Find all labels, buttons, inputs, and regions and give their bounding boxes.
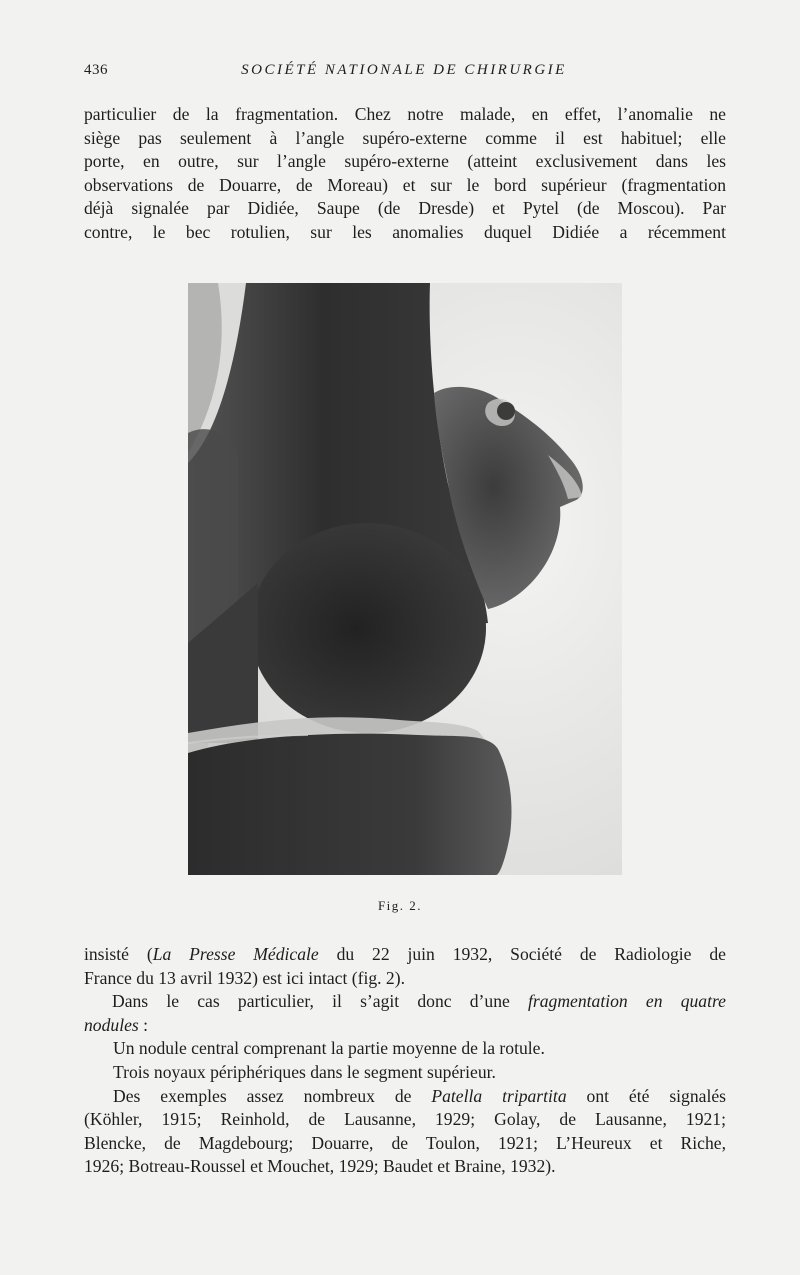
knee-radiograph-figure (188, 283, 622, 875)
text-line: déjà signalée par Didiée, Saupe (de Dresde) et Pytel (de Moscou). Par (84, 198, 726, 219)
figure-caption: Fig. 2. (377, 898, 423, 913)
text-line: nodules : (84, 1014, 149, 1035)
text-line: observations de Douarre, de Moreau) et sur le bord supérieur (fragmentation (84, 174, 726, 195)
running-head (84, 62, 724, 84)
emphasis-text: Patella tripartita (431, 1085, 567, 1106)
body-text-bottom (84, 943, 726, 1179)
text-line: Blencke, de Magdebourg; Douarre, de Toulon, 1921; L’Heureux et Riche, (84, 1132, 726, 1153)
tibia (188, 734, 512, 875)
running-title: SOCIÉTÉ NATIONALE DE CHIRURGIE (241, 62, 567, 78)
text-line: 1926; Botreau-Roussel et Mouchet, 1929; Baudet et Braine, 1932). (84, 1156, 556, 1177)
text-line: Un nodule central comprenant la partie moyenne de la rotule. (113, 1038, 545, 1059)
text-line: Trois noyaux périphériques dans le segment supérieur. (113, 1061, 496, 1082)
emphasis-text: nodules (84, 1014, 139, 1035)
emphasis-text: fragmentation en quatre (528, 991, 726, 1012)
text-line: insisté (La Presse Médicale du 22 juin 1932, Société de Radiologie de (84, 944, 726, 964)
body-text-top (84, 103, 726, 245)
text-line: Dans le cas particulier, il s’agit donc d’une fragmentation en quatre (112, 991, 726, 1012)
page-number: 436 (84, 62, 108, 78)
text-line: (Köhler, 1915; Reinhold, de Lausanne, 1929; Golay, de Lausanne, 1921; (84, 1109, 726, 1130)
text-line: porte, en outre, sur l’angle supéro-externe (atteint exclusivement dans les (84, 151, 726, 172)
text-line: contre, le bec rotulien, sur les anomalies duquel Didiée a récemment (84, 221, 726, 242)
femoral-condyle (250, 523, 486, 733)
knee-radiograph-image (188, 283, 622, 875)
text-line: siège pas seulement à l’angle supéro-externe comme il est habituel; elle (84, 127, 726, 148)
journal-title: La Presse Médicale (152, 944, 319, 964)
text-line: France du 13 avril 1932) est ici intact (fig. 2). (84, 967, 405, 988)
text-line: Des exemples assez nombreux de Patella tripartita ont été signalés (113, 1085, 726, 1106)
text-line: particulier de la fragmentation. Chez notre malade, en effet, l’anomalie ne (84, 104, 726, 124)
